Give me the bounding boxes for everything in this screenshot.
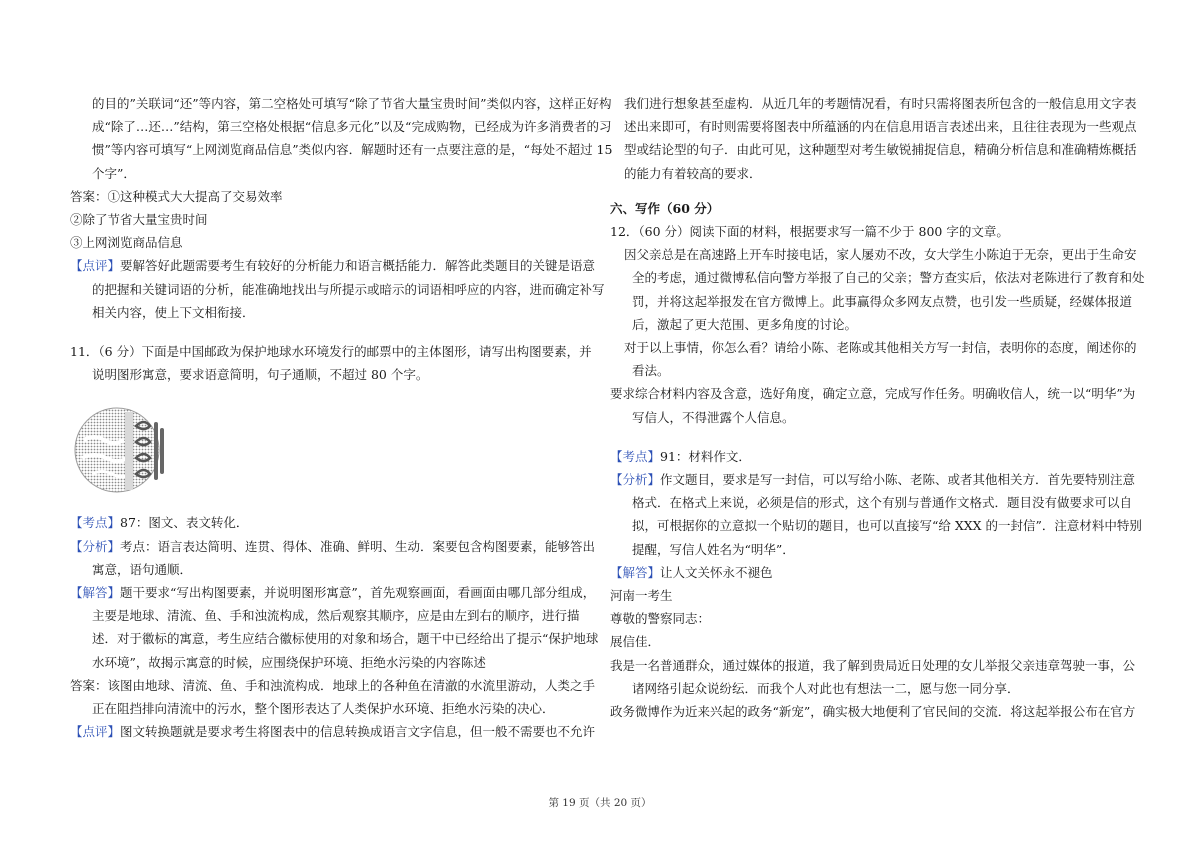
- text-line: 成“除了…还…”结构，第三空格处根据“信息多元化”以及“完成购物，已经成为许多消费者的习: [92, 119, 612, 135]
- fenxi-line: [70, 535, 615, 558]
- prompt-line: 看法。: [632, 363, 670, 379]
- fenxi-tag: 【分析】: [610, 472, 661, 488]
- prompt-line: 对于以上事情，你怎么看？请给小陈、老陈或其他相关方写一封信，表明你的态度，阐述你的: [624, 340, 1137, 356]
- right-column: [610, 92, 1150, 723]
- text-line: 提醒，写信人姓名为“明华”．: [632, 541, 795, 557]
- kaodian-tag: 【考点】: [70, 515, 121, 531]
- jieda-tag: 【解答】: [70, 585, 121, 601]
- comment-text: 要解答好此题需要考生有较好的分析能力和语言概括能力．解答此类题目的关键是语意: [120, 258, 596, 274]
- text-line: 型或结论型的句子．由此可见，这种题型对考生敏锐捕捉信息，精确分析信息和准确精炼概括: [624, 142, 1137, 158]
- kaodian-tag: 【考点】: [610, 448, 661, 464]
- left-column: [70, 92, 615, 743]
- answer-line: ③上网浏览商品信息: [70, 235, 183, 251]
- text-line: 述．对于徽标的寓意，考生应结合徽标使用的对象和场合，题干中已经给出了提示“保护地球: [92, 631, 599, 647]
- fenxi-line: [610, 468, 1150, 491]
- letter-line: 展信佳．: [610, 634, 661, 650]
- kaodian-line: [70, 511, 615, 534]
- text-line: 格式．在格式上来说，必须是信的形式，这个有别与普通作文格式．题目没有做要求可以自: [632, 495, 1133, 511]
- answer-line: 答案：该图由地球、清流、鱼、手和浊流构成．地球上的各种鱼在清澈的水流里游动，人类之手: [70, 677, 596, 693]
- kaodian-text: 87：图文、表文转化．: [120, 515, 249, 531]
- comment-line: [70, 254, 615, 277]
- comment-text: 图文转换题就是要求考生将图表中的信息转换成语言文字信息，但一般不需要也不允许: [120, 724, 596, 740]
- letter-body-line: 我是一名普通群众，通过媒体的报道，我了解到贵局近日处理的女儿举报父亲违章驾驶一事，公: [610, 657, 1136, 673]
- text-line: 相关内容，使上下文相衔接．: [92, 304, 255, 320]
- jieda-line: [610, 561, 1150, 584]
- letter-line: 河南一考生: [610, 588, 673, 604]
- answer-line: 答案：①这种模式大大提高了交易效率: [70, 188, 283, 204]
- jieda-tag: 【解答】: [610, 564, 661, 580]
- text-line: 拟，可根据你的立意拟一个贴切的题目，也可以直接写“给 XXX 的一封信”．注意材料中特别: [632, 518, 1142, 534]
- text-line: 水环境”，故揭示寓意的时候，应围绕保护环境、拒绝水污染的内容陈述: [92, 654, 486, 670]
- question-11: 11．（6 分）下面是中国邮政为保护地球水环境发行的邮票中的主体图形，请写出构图要素，并: [70, 344, 592, 360]
- comment-line: [70, 720, 615, 743]
- comment-tag: 【点评】: [70, 258, 121, 274]
- text-line: 我们进行想象甚至虚构．从近几年的考题情况看，有时只需将图表所包含的一般信息用文字表: [624, 96, 1137, 111]
- fenxi-text: 考点：语言表达简明、连贯、得体、准确、鲜明、生动．案要包含构图要素，能够答出: [120, 538, 596, 554]
- fenxi-tag: 【分析】: [70, 538, 121, 554]
- letter-line: 尊敬的警察同志：: [610, 611, 711, 627]
- requirement-line: 写信人，不得泄露个人信息。: [632, 409, 795, 425]
- text-line: 的能力有着较高的要求．: [624, 165, 762, 181]
- comment-tag: 【点评】: [70, 724, 121, 740]
- stamp-figure: [72, 400, 202, 496]
- jieda-text: 让人文关怀永不褪色: [660, 564, 773, 580]
- text-line: 寓意，语句通顺．: [92, 561, 193, 577]
- requirement-line: 要求综合材料内容及含意，选好角度，确定立意，完成写作任务。明确收信人，统一以“明华”为: [610, 386, 1136, 402]
- material-line: 罚，并将这起举报发在官方微博上。此事赢得众多网友点赞，也引发一些质疑，经媒体报道: [632, 293, 1133, 309]
- question-12: 12．（60 分）阅读下面的材料，根据要求写一篇不少于 800 字的文章。: [610, 224, 1009, 240]
- text-line: 述出来即可，有时则需要将图表中所蕴涵的内在信息用语言表述出来，且往往表现为一些观点: [624, 119, 1137, 135]
- globe-shape: [75, 408, 159, 492]
- kaodian-text: 91：材料作文．: [660, 448, 751, 464]
- fenxi-text: 作文题目，要求是写一封信，可以写给小陈、老陈、或者其他相关方．首先要特别注意: [660, 472, 1136, 488]
- section-title: 六、写作（60 分）: [610, 200, 720, 216]
- jieda-line: [70, 581, 615, 604]
- text-line: 主要是地球、清流、鱼、手和浊流构成，然后观察其顺序，应是由左到右的顺序，进行描: [92, 608, 580, 624]
- material-line: 因父亲总是在高速路上开车时接电话，家人屡劝不改，女大学生小陈迫于无奈，更出于生命安: [624, 247, 1137, 263]
- text-line: 的目的”关联词“还”等内容，第二空格处可填写“除了节省大量宝贵时间”类似内容，这样正好构: [92, 96, 612, 111]
- material-line: 后，激起了更大范围、更多角度的讨论。: [632, 316, 858, 332]
- page-footer: 第 19 页（共 20 页）: [548, 797, 652, 809]
- answer-line: ②除了节省大量宝贵时间: [70, 212, 208, 228]
- stream-band: [125, 412, 133, 490]
- letter-body-line: 政务微博作为近来兴起的政务“新宠”，确实极大地便利了官民间的交流．将这起举报公布在官方: [610, 704, 1136, 720]
- text-line: 惯”等内容可填写“上网浏览商品信息”类似内容．解题时还有一点要注意的是，“每处不超过 15: [92, 142, 613, 158]
- letter-body-line: 诸网络引起众说纷纭．而我个人对此也有想法一二，愿与您一同分享．: [632, 680, 1020, 696]
- material-line: 全的考虑，通过微博私信向警方举报了自己的父亲；警方查实后，依法对老陈进行了教育和处: [632, 270, 1145, 286]
- text-line: 个字”．: [92, 165, 136, 181]
- jieda-text: 题干要求“写出构图要素，并说明图形寓意”，首先观察画面，看画面由哪几部分组成，: [120, 585, 596, 601]
- kaodian-line: [610, 445, 1150, 468]
- text-line: 的把握和关键词语的分析，能准确地找出与所提示或暗示的词语相呼应的内容，进而确定补写: [92, 281, 605, 297]
- text-line: 说明图形寓意，要求语意简明，句子通顺，不超过 80 个字。: [92, 367, 429, 383]
- text-line: 正在阻挡排向清流中的污水，整个图形表达了人类保护水环境、拒绝水污染的决心．: [92, 701, 555, 717]
